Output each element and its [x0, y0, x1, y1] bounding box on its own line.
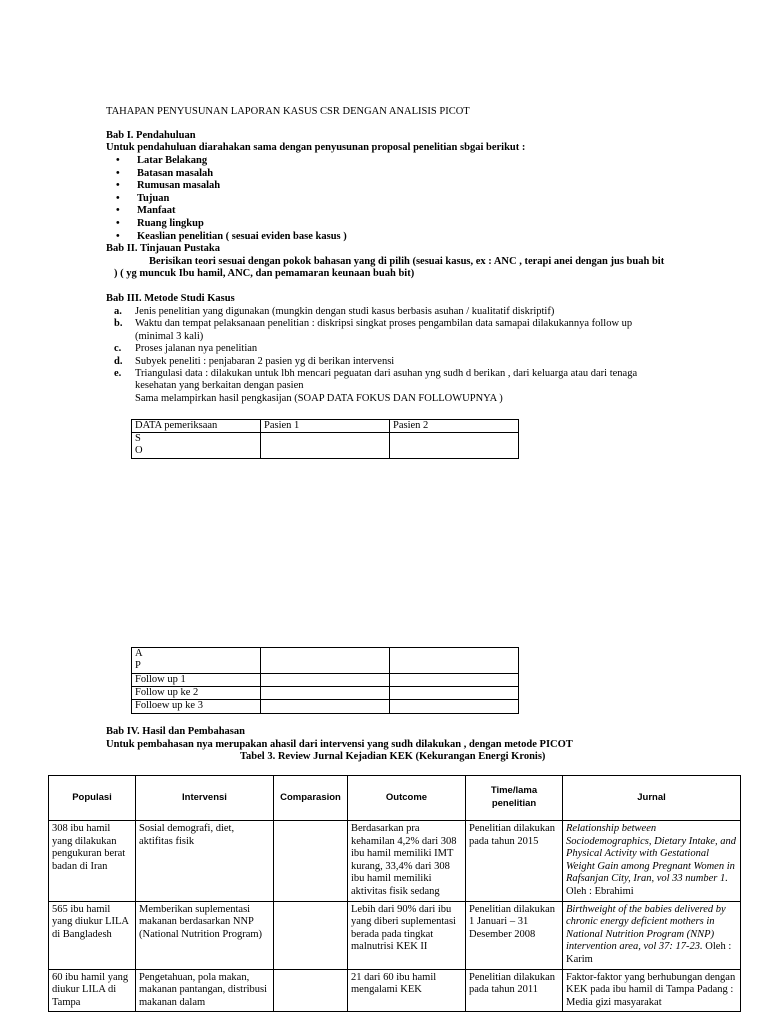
- bullet-icon: •: [116, 205, 120, 217]
- bullet-icon: •: [116, 192, 120, 204]
- soap-row-followup1: Follow up 1: [132, 674, 261, 687]
- table-row: [49, 821, 741, 902]
- soap-row-followup2: Follow up ke 2: [132, 687, 261, 700]
- soap-cell: [390, 674, 519, 687]
- soap-header-pasien2: Pasien 2: [390, 420, 519, 433]
- soap-cell: [261, 648, 390, 674]
- cell-jurnal: Faktor-faktor yang berhubungan dengan KEK pada ibu hamil di Tampa Padang : Media gizi masyarakat: [563, 969, 741, 1012]
- bullet-item: • Tujuan: [116, 192, 170, 204]
- cell-intervensi: Memberikan suplementasi makanan berdasarkan NNP (National Nutrition Program): [136, 901, 274, 969]
- bab3-ordered-list: [114, 306, 637, 405]
- soap-header-pasien1: Pasien 1: [261, 420, 390, 433]
- bullet-icon: •: [116, 155, 120, 166]
- cell-outcome: Berdasarkan pra kehamilan 4,2% dari 308 ibu hamil memiliki IMT kurang, 33,4% dari 308 ibu hamil memiliki aktivitas fisik sedang: [348, 821, 466, 902]
- bullet-icon: •: [116, 230, 120, 242]
- list-item: e. Triangulasi data : dilakukan untuk lbh mencari peguatan dari asuhan yng sudh d berikan , dari keluarga atau dari tenaga kesehatan yang berkaitan dengan pasien Sama melampirkan hasil pengkasijan (SOAP DATA FOKUS DAN FOLLOWUPNYA ): [114, 368, 638, 404]
- header-time: Time/lama penelitian: [466, 776, 563, 821]
- header-intervensi: Intervensi: [136, 776, 274, 821]
- bab1-intro: Untuk pendahuluan diarahakan sama dengan penyusunan proposal penelitian sbgai berikut :: [106, 142, 526, 153]
- bullet-icon: •: [116, 180, 120, 192]
- list-item: b. Waktu dan tempat pelaksanaan penelitian : diskripsi singkat proses pengambilan data samapai dilakukannya follow up (minimal 3 kali): [114, 318, 633, 342]
- bullet-item: • Manfaat: [116, 205, 176, 217]
- soap-cell: [390, 687, 519, 700]
- cell-time: Penelitian dilakukan pada tahun 2015: [466, 821, 563, 902]
- bab4-heading: Bab IV. Hasil dan Pembahasan: [106, 726, 245, 737]
- bullet-icon: •: [116, 167, 120, 179]
- soap-cell: [261, 674, 390, 687]
- soap-cell: [390, 648, 519, 674]
- list-item: c. Proses jalanan nya penelitian: [114, 343, 258, 355]
- list-item: a. Jenis penelitian yang digunakan (mungkin dengan studi kasus berbasis asuhan / kualitatif diskriptif): [114, 306, 555, 317]
- bullet-item: • Rumusan masalah: [116, 180, 221, 192]
- bab1-heading: Bab I. Pendahuluan: [106, 130, 196, 141]
- bab2-heading: Bab II. Tinjauan Pustaka: [106, 243, 220, 254]
- cell-populasi: 60 ibu hamil yang diukur LILA di Tampa: [49, 969, 136, 1012]
- review-table-header: [49, 776, 741, 821]
- soap-cell: [390, 433, 519, 458]
- cell-comparasion: [274, 901, 348, 969]
- soap-row-followup3: Folloew up ke 3: [132, 700, 261, 713]
- review-table: [48, 775, 741, 1012]
- soap-cell: [261, 687, 390, 700]
- soap-cell: [261, 700, 390, 713]
- cell-time: Penelitian dilakukan pada tahun 2011: [466, 969, 563, 1012]
- cell-outcome: Lebih dari 90% dari ibu yang diberi suplementasi berada pada tingkat malnutrisi KEK II: [348, 901, 466, 969]
- bab2-line1: Berisikan teori sesuai dengan pokok bahasan yang di pilih (sesuai kasus, ex : ANC , terapi anei dengan jus buah bit: [149, 256, 665, 267]
- header-populasi: Populasi: [49, 776, 136, 821]
- table-row: [49, 901, 741, 969]
- cell-populasi: 565 ibu hamil yang diukur LILA di Bangladesh: [49, 901, 136, 969]
- soap-row-ap: A P: [132, 648, 261, 674]
- bullet-item: • Keaslian penelitian ( sesuai eviden base kasus ): [116, 230, 347, 242]
- list-item: d. Subyek peneliti : penjabaran 2 pasien yg di berikan intervensi: [114, 355, 395, 367]
- cell-outcome: 21 dari 60 ibu hamil mengalami KEK: [348, 969, 466, 1012]
- bab1-bullet-list: [116, 155, 347, 243]
- bab2-line2: ) ( yg muncuk Ibu hamil, ANC, dan pemamaran keunaan buah bit): [114, 268, 415, 279]
- bullet-item: • Ruang lingkup: [116, 217, 204, 229]
- soap-table-top: [131, 419, 519, 459]
- cell-intervensi: Pengetahuan, pola makan, makanan pantangan, distribusi makanan dalam: [136, 969, 274, 1012]
- header-jurnal: Jurnal: [563, 776, 741, 821]
- bullet-icon: •: [116, 217, 120, 229]
- soap-header-data: DATA pemeriksaan: [132, 420, 261, 433]
- table-row: [49, 969, 741, 1012]
- table-caption: Tabel 3. Review Jurnal Kejadian KEK (Kekurangan Energi Kronis): [240, 751, 546, 762]
- cell-jurnal: Relationship between Sociodemographics, Dietary Intake, and Physical Activity with Gestational Weight Gain among Pregnant Women in Rafsanjan City, Iran, vol 33 number 1. Oleh : Ebrahimi: [563, 821, 741, 902]
- cell-jurnal: Birthweight of the babies delivered by chronic energy deficient mothers in National Nutrition Program (NNP) intervention area, vol 37: 17-23. Oleh : Karim: [563, 901, 741, 969]
- cell-intervensi: Sosial demografi, diet, aktifitas fisik: [136, 821, 274, 902]
- cell-comparasion: [274, 969, 348, 1012]
- bullet-item: • Latar Belakang: [116, 155, 208, 166]
- header-outcome: Outcome: [348, 776, 466, 821]
- bullet-item: • Batasan masalah: [116, 167, 214, 179]
- cell-populasi: 308 ibu hamil yang dilakukan pengukuran berat badan di Iran: [49, 821, 136, 902]
- bab3-heading: Bab III. Metode Studi Kasus: [106, 293, 235, 304]
- soap-row-so: S O: [132, 433, 261, 458]
- document-title: TAHAPAN PENYUSUNAN LAPORAN KASUS CSR DENGAN ANALISIS PICOT: [106, 106, 470, 117]
- soap-cell: [390, 700, 519, 713]
- bab4-intro: Untuk pembahasan nya merupakan ahasil dari intervensi yang sudh dilakukan , dengan metode PICOT: [106, 739, 573, 750]
- soap-table-bottom: [131, 647, 519, 714]
- soap-cell: [261, 433, 390, 458]
- cell-time: Penelitian dilakukan 1 Januari – 31 Desember 2008: [466, 901, 563, 969]
- header-comparasion: Comparasion: [274, 776, 348, 821]
- cell-comparasion: [274, 821, 348, 902]
